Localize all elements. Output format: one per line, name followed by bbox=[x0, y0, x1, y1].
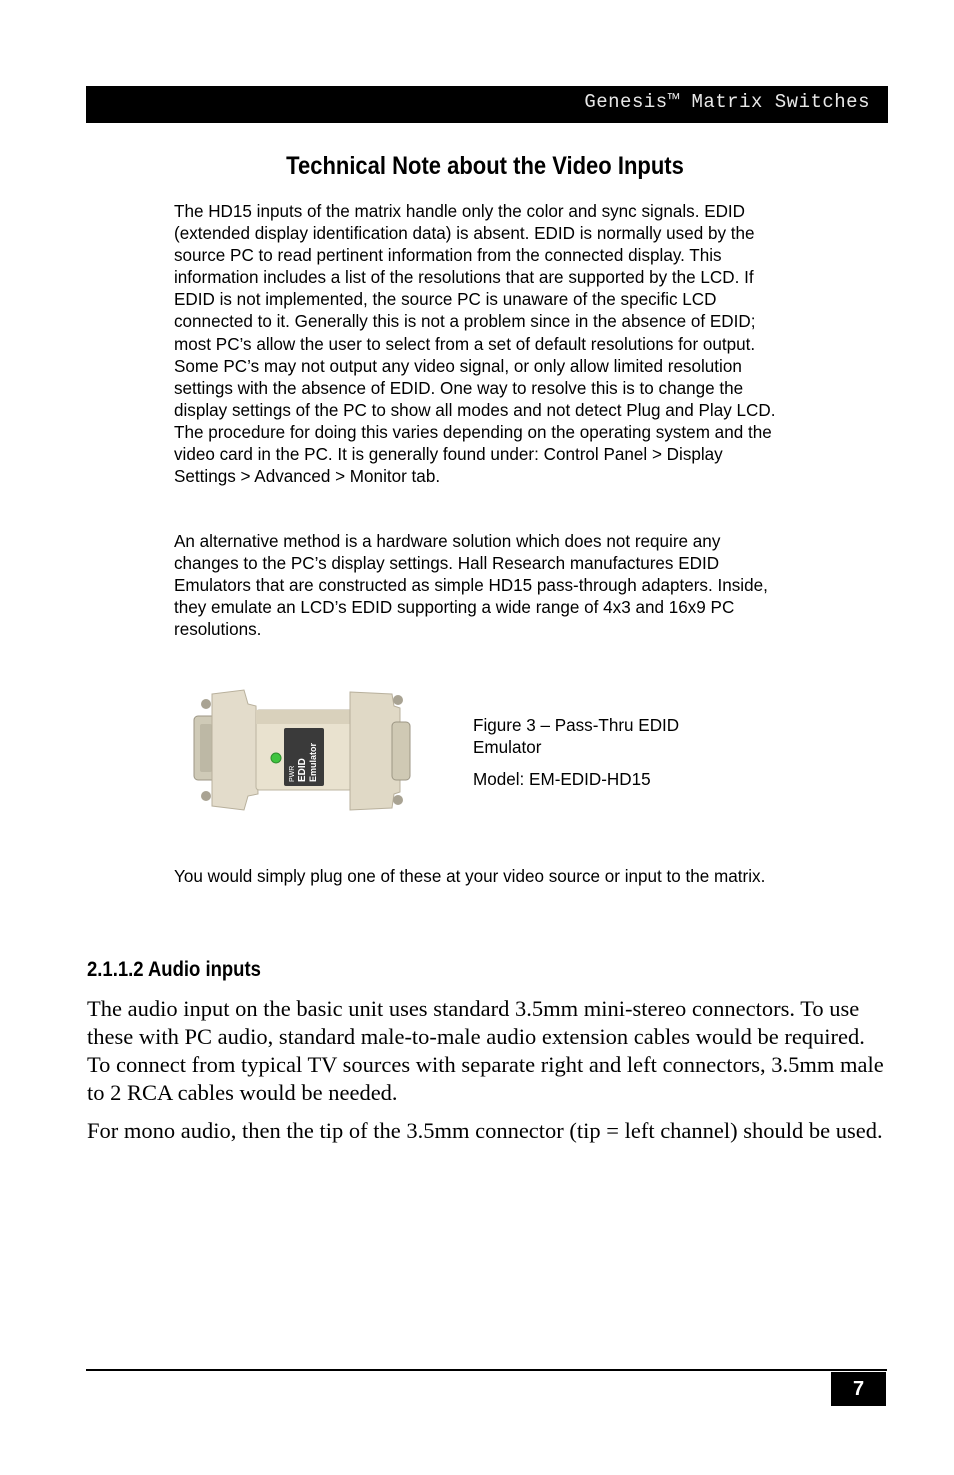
audio-paragraph-2: For mono audio, then the tip of the 3.5mm connector (tip = left channel) should be used. bbox=[87, 1118, 883, 1143]
footer-rule bbox=[86, 1369, 887, 1371]
page-number: 7 bbox=[831, 1372, 886, 1406]
note-paragraph-2: An alternative method is a hardware solution which does not require any changes to the PC’s display settings. Hall Research manufactures EDID Emulators that are constructed as simple HD15 pass-through adapters. Inside, they emulate an LCD’s EDID supporting a wide range of 4x3 and 16x9 PC resolutions. bbox=[174, 532, 768, 640]
note-paragraph-3: You would simply plug one of these at your video source or input to the matrix. bbox=[174, 867, 766, 886]
figure-model: Model: EM-EDID-HD15 bbox=[473, 770, 651, 789]
audio-paragraph-1: The audio input on the basic unit uses standard 3.5mm mini-stereo connectors. To use these with PC audio, standard male-to-male audio extension cables would be required. To connect from typical TV sources with separate right and left connectors, 3.5mm male to 2 RCA cables would be needed. bbox=[87, 996, 884, 1105]
edid-emulator-illustration bbox=[186, 684, 416, 818]
running-title: Genesis™ Matrix Switches bbox=[584, 91, 870, 113]
note-paragraph-1: The HD15 inputs of the matrix handle only the color and sync signals. EDID (extended display identification data) is absent. EDID is normally used by the source PC to read pertinent information from the connected display. This information includes a list of the resolutions that are supported by the LCD. If EDID is not implemented, the source PC is unaware of the specific LCD connected to it. Generally this is not a problem since in the absence of EDID; most PC’s allow the user to select from a set of default resolutions for output. Some PC’s may not output any video signal, or only allow limited resolution settings with the absence of EDID. One way to resolve this is to change the display settings of the PC to show all modes and not detect Plug and Play LCD. The procedure for doing this varies depending on the operating system and the video card in the PC. It is generally found under: Control Panel > Display Settings > Advanced > Monitor tab. bbox=[174, 202, 776, 487]
audio-inputs-heading: 2.1.1.2 Audio inputs bbox=[87, 958, 261, 981]
device-label-emulator: Emulator bbox=[308, 742, 318, 782]
pwr-led-icon bbox=[271, 753, 281, 763]
edid-emulator-photo bbox=[186, 684, 416, 818]
section-title: Technical Note about the Video Inputs bbox=[286, 152, 684, 180]
device-label-edid: EDID bbox=[297, 758, 308, 782]
figure-caption: Figure 3 – Pass-Thru EDID Emulator bbox=[473, 716, 680, 757]
header-bar bbox=[86, 86, 888, 123]
device-label-pwr: PWR bbox=[289, 765, 296, 782]
